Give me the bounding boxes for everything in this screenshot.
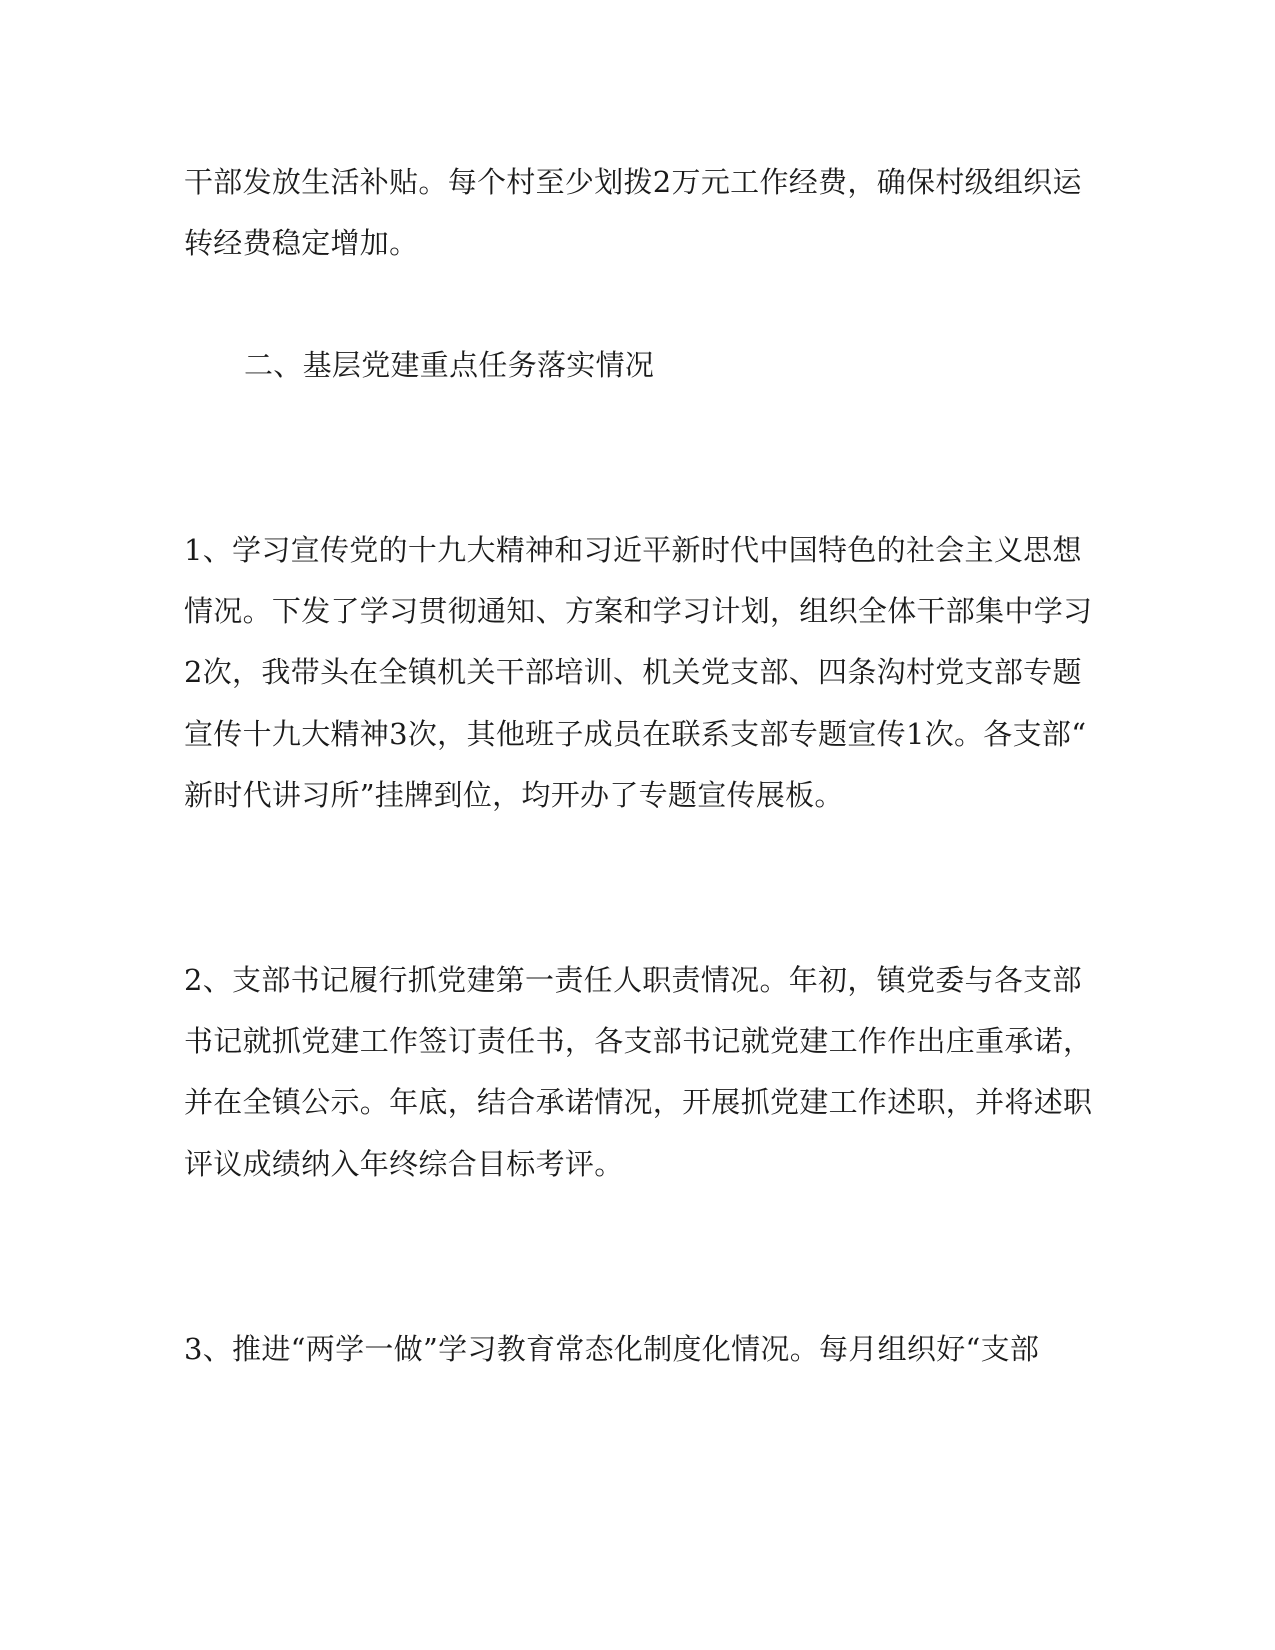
text-line: 2次，我带头在全镇机关干部培训、机关党支部、四条沟村党支部专题	[184, 655, 1082, 689]
text-line: 并在全镇公示。年底，结合承诺情况，开展抓党建工作述职，并将述职	[184, 1085, 1093, 1119]
text-line: 转经费稳定增加。	[184, 226, 419, 260]
text-line: 新时代讲习所”挂牌到位，均开办了专题宣传展板。	[184, 778, 844, 812]
text-line: 书记就抓党建工作签订责任书，各支部书记就党建工作作出庄重承诺，	[184, 1024, 1093, 1058]
text-line: 2、支部书记履行抓党建第一责任人职责情况。年初，镇党委与各支部	[184, 963, 1082, 997]
text-line: 1、学习宣传党的十九大精神和习近平新时代中国特色的社会主义思想	[184, 533, 1082, 567]
text-line: 情况。下发了学习贯彻通知、方案和学习计划，组织全体干部集中学习	[184, 594, 1093, 628]
text-line: 3、推进“两学一做”学习教育常态化制度化情况。每月组织好“支部	[184, 1332, 1040, 1366]
text-line: 干部发放生活补贴。每个村至少划拨2万元工作经费，确保村级组织运	[184, 165, 1082, 199]
text-line: 宣传十九大精神3次，其他班子成员在联系支部专题宣传1次。各支部“	[184, 717, 1087, 751]
text-line: 评议成绩纳入年终综合目标考评。	[184, 1147, 624, 1181]
section-heading: 二、基层党建重点任务落实情况	[244, 348, 655, 382]
